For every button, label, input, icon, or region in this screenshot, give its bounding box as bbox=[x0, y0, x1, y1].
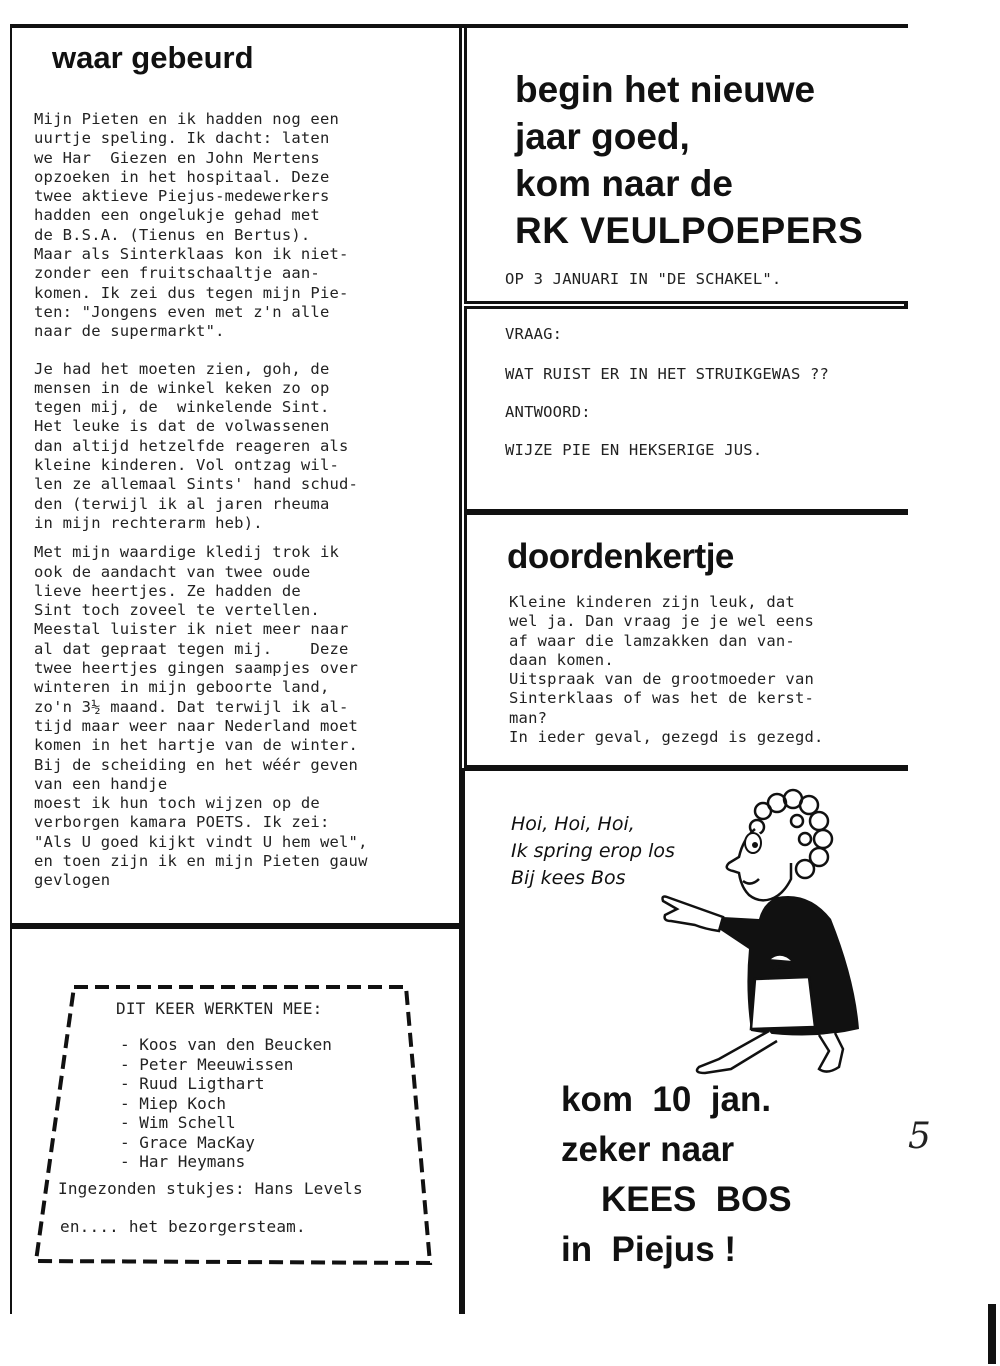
credit-name: - Grace MacKay bbox=[120, 1132, 255, 1152]
kees-bos-panel bbox=[462, 768, 908, 1314]
story-paragraph-2: Je had het moeten zien, goh, de mensen in de winkel keken zo op tegen mij, de winkelende Sint. Het leuke is dat de volwassenen dan altijd hetzelfde reageren als kleine kinderen. Vol ontzag wil- len ze allemaal Sints' hand schud- den (terwijl ik al jaren rheuma in mijn rechterarm heb). bbox=[34, 359, 359, 532]
veulpoepers-headline bbox=[515, 66, 863, 254]
riddle-panel bbox=[464, 306, 908, 512]
veulpoepers-line-4: RK VEULPOEPERS bbox=[515, 210, 864, 251]
kees-bos-line-2: zeker naar bbox=[561, 1130, 735, 1169]
veulpoepers-subline: OP 3 JANUARI IN "DE SCHAKEL". bbox=[505, 270, 782, 288]
riddle-question: WAT RUIST ER IN HET STRUIKGEWAS ?? bbox=[505, 365, 830, 383]
grandma-illustration bbox=[659, 779, 889, 1079]
veulpoepers-panel bbox=[464, 28, 908, 304]
credit-name: - Miep Koch bbox=[120, 1093, 226, 1113]
credit-name: - Wim Schell bbox=[120, 1113, 236, 1132]
story-title: waar gebeurd bbox=[52, 40, 254, 75]
doordenkertje-panel bbox=[464, 512, 908, 768]
kees-bos-line-3: KEES BOS bbox=[601, 1180, 792, 1219]
credit-name: - Peter Meeuwissen bbox=[120, 1054, 294, 1074]
riddle-question-label: VRAAG: bbox=[505, 325, 563, 343]
kees-bos-headline bbox=[561, 1075, 792, 1275]
riddle-answer: WIJZE PIE EN HEKSERIGE JUS. bbox=[505, 441, 763, 459]
veulpoepers-line-2: jaar goed, bbox=[515, 116, 690, 157]
kees-bos-line-4: in Piejus ! bbox=[561, 1230, 737, 1269]
page-number: 5 bbox=[908, 1116, 931, 1157]
pointing-hand bbox=[663, 897, 724, 932]
handbag bbox=[751, 977, 815, 1029]
grandma-legs bbox=[697, 1031, 843, 1073]
story-panel bbox=[12, 28, 462, 926]
credits-submitted: Ingezonden stukjes: Hans Levels bbox=[58, 1179, 363, 1198]
doordenkertje-title: doordenkertje bbox=[507, 537, 734, 576]
riddle-answer-label: ANTWOORD: bbox=[505, 403, 591, 421]
credits-box bbox=[34, 985, 434, 1265]
story-paragraph-3: Met mijn waardige kledij trok ik ook de aandacht van twee oude lieve heertjes. Ze hadden de Sint toch zoveel te vertellen. Meestal luister ik niet meer naar al dat gepraat tegen mij. Deze twee heertjes gingen saampjes over winteren in mijn geboorte land, zo'n 3½ maand. Dat terwijl ik al- tijd maar weer naar Nederland moet komen in het hartje van de winter. Bij de scheiding en het wéér geven van een handje moest ik hun toch wijzen op de verborgen kamara POETS. Ik zei: "Als U goed kijkt vindt U hem wel", en toen zijn ik en mijn Pieten gauw gevlogen bbox=[34, 543, 368, 890]
story-body bbox=[34, 110, 454, 891]
speech-bubble-text: Hoi, Hoi, Hoi, Ik spring erop los Bij kees Bos bbox=[511, 813, 675, 889]
credit-name: - Har Heymans bbox=[120, 1152, 246, 1171]
doordenkertje-text: Kleine kinderen zijn leuk, dat wel ja. Dan vraag je je wel eens af waar die lamzakken dan van- daan komen. Uitspraak van de grootmoeder van Sinterklaas of was het de kerst- man? In ieder geval, gezegd is gezegd. bbox=[509, 593, 824, 747]
credit-name: - Ruud Ligthart bbox=[120, 1074, 265, 1093]
credits-heading: DIT KEER WERKTEN MEE: bbox=[116, 999, 323, 1018]
margin-mark bbox=[988, 1304, 996, 1364]
story-paragraph-1: Mijn Pieten en ik hadden nog een uurtje speling. Ik dacht: laten we Har Giezen en John Mertens opzoeken in het hospitaal. Deze twee aktieve Piejus-medewerkers hadden een ongelukje gehad met de B.S.A. (Tienus en Bertus). Maar als Sinterklaas kon ik niet- zonder een fruitschaaltje aan- komen. Ik zei dus tegen mijn Pie- ten: "Jongens even met z'n alle naar de supermarkt". bbox=[34, 110, 349, 341]
kees-bos-line-1: kom 10 jan. bbox=[561, 1080, 772, 1119]
credits-list bbox=[120, 1035, 332, 1172]
credit-name: - Koos van den Beucken bbox=[120, 1035, 332, 1054]
veulpoepers-line-1: begin het nieuwe bbox=[515, 69, 816, 110]
veulpoepers-line-3: kom naar de bbox=[515, 163, 733, 204]
credits-closing: en.... het bezorgersteam. bbox=[60, 1217, 306, 1236]
